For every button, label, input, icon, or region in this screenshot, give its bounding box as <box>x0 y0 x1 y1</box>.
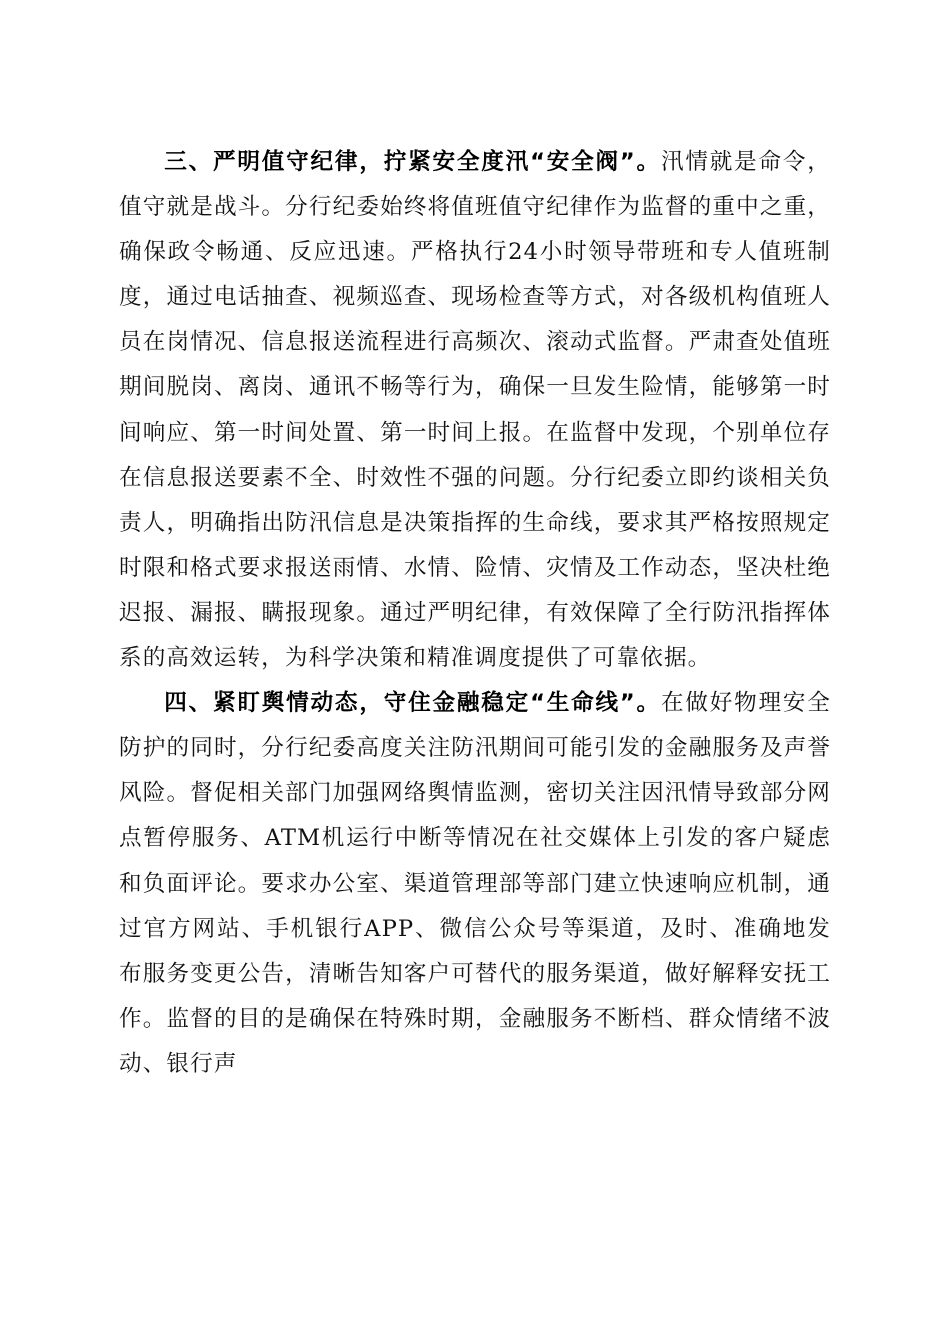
section-four-heading: 四、紧盯舆情动态，守住金融稳定“生命线”。 <box>164 690 661 717</box>
paragraph-section-four <box>119 681 831 1087</box>
paragraph-section-three <box>119 140 831 681</box>
section-three-heading: 三、严明值守纪律，拧紧安全度汛“安全阀”。 <box>164 149 661 175</box>
document-body <box>119 140 831 1087</box>
section-four-text: 在做好物理安全防护的同时，分行纪委高度关注防汛期间可能引发的金融服务及声誉风险。督促相关部门加强网络舆情监测，密切关注因汛情导致部分网点暂停服务、ATM机运行中断等情况在社交媒体上引发的客户疑虑和负面评论。要求办公室、渠道管理部等部门建立快速响应机制，通过官方网站、手机银行APP、微信公众号等渠道，及时、准确地发布服务变更公告，清晰告知客户可替代的服务渠道，做好解释安抚工作。监督的目的是确保在特殊时期，金融服务不断档、群众情绪不波动、银行声 <box>119 690 831 1077</box>
section-three-text: 汛情就是命令，值守就是战斗。分行纪委始终将值班值守纪律作为监督的重中之重，确保政令畅通、反应迅速。严格执行24小时领导带班和专人值班制度，通过电话抽查、视频巡查、现场检查等方式，对各级机构值班人员在岗情况、信息报送流程进行高频次、滚动式监督。严肃查处值班期间脱岗、离岗、通讯不畅等行为，确保一旦发生险情，能够第一时间响应、第一时间处置、第一时间上报。在监督中发现，个别单位存在信息报送要素不全、时效性不强的问题。分行纪委立即约谈相关负责人，明确指出防汛信息是决策指挥的生命线，要求其严格按照规定时限和格式要求报送雨情、水情、险情、灾情及工作动态，坚决杜绝迟报、漏报、瞒报现象。通过严明纪律，有效保障了全行防汛指挥体系的高效运转，为科学决策和精准调度提供了可靠依据。 <box>119 149 831 672</box>
